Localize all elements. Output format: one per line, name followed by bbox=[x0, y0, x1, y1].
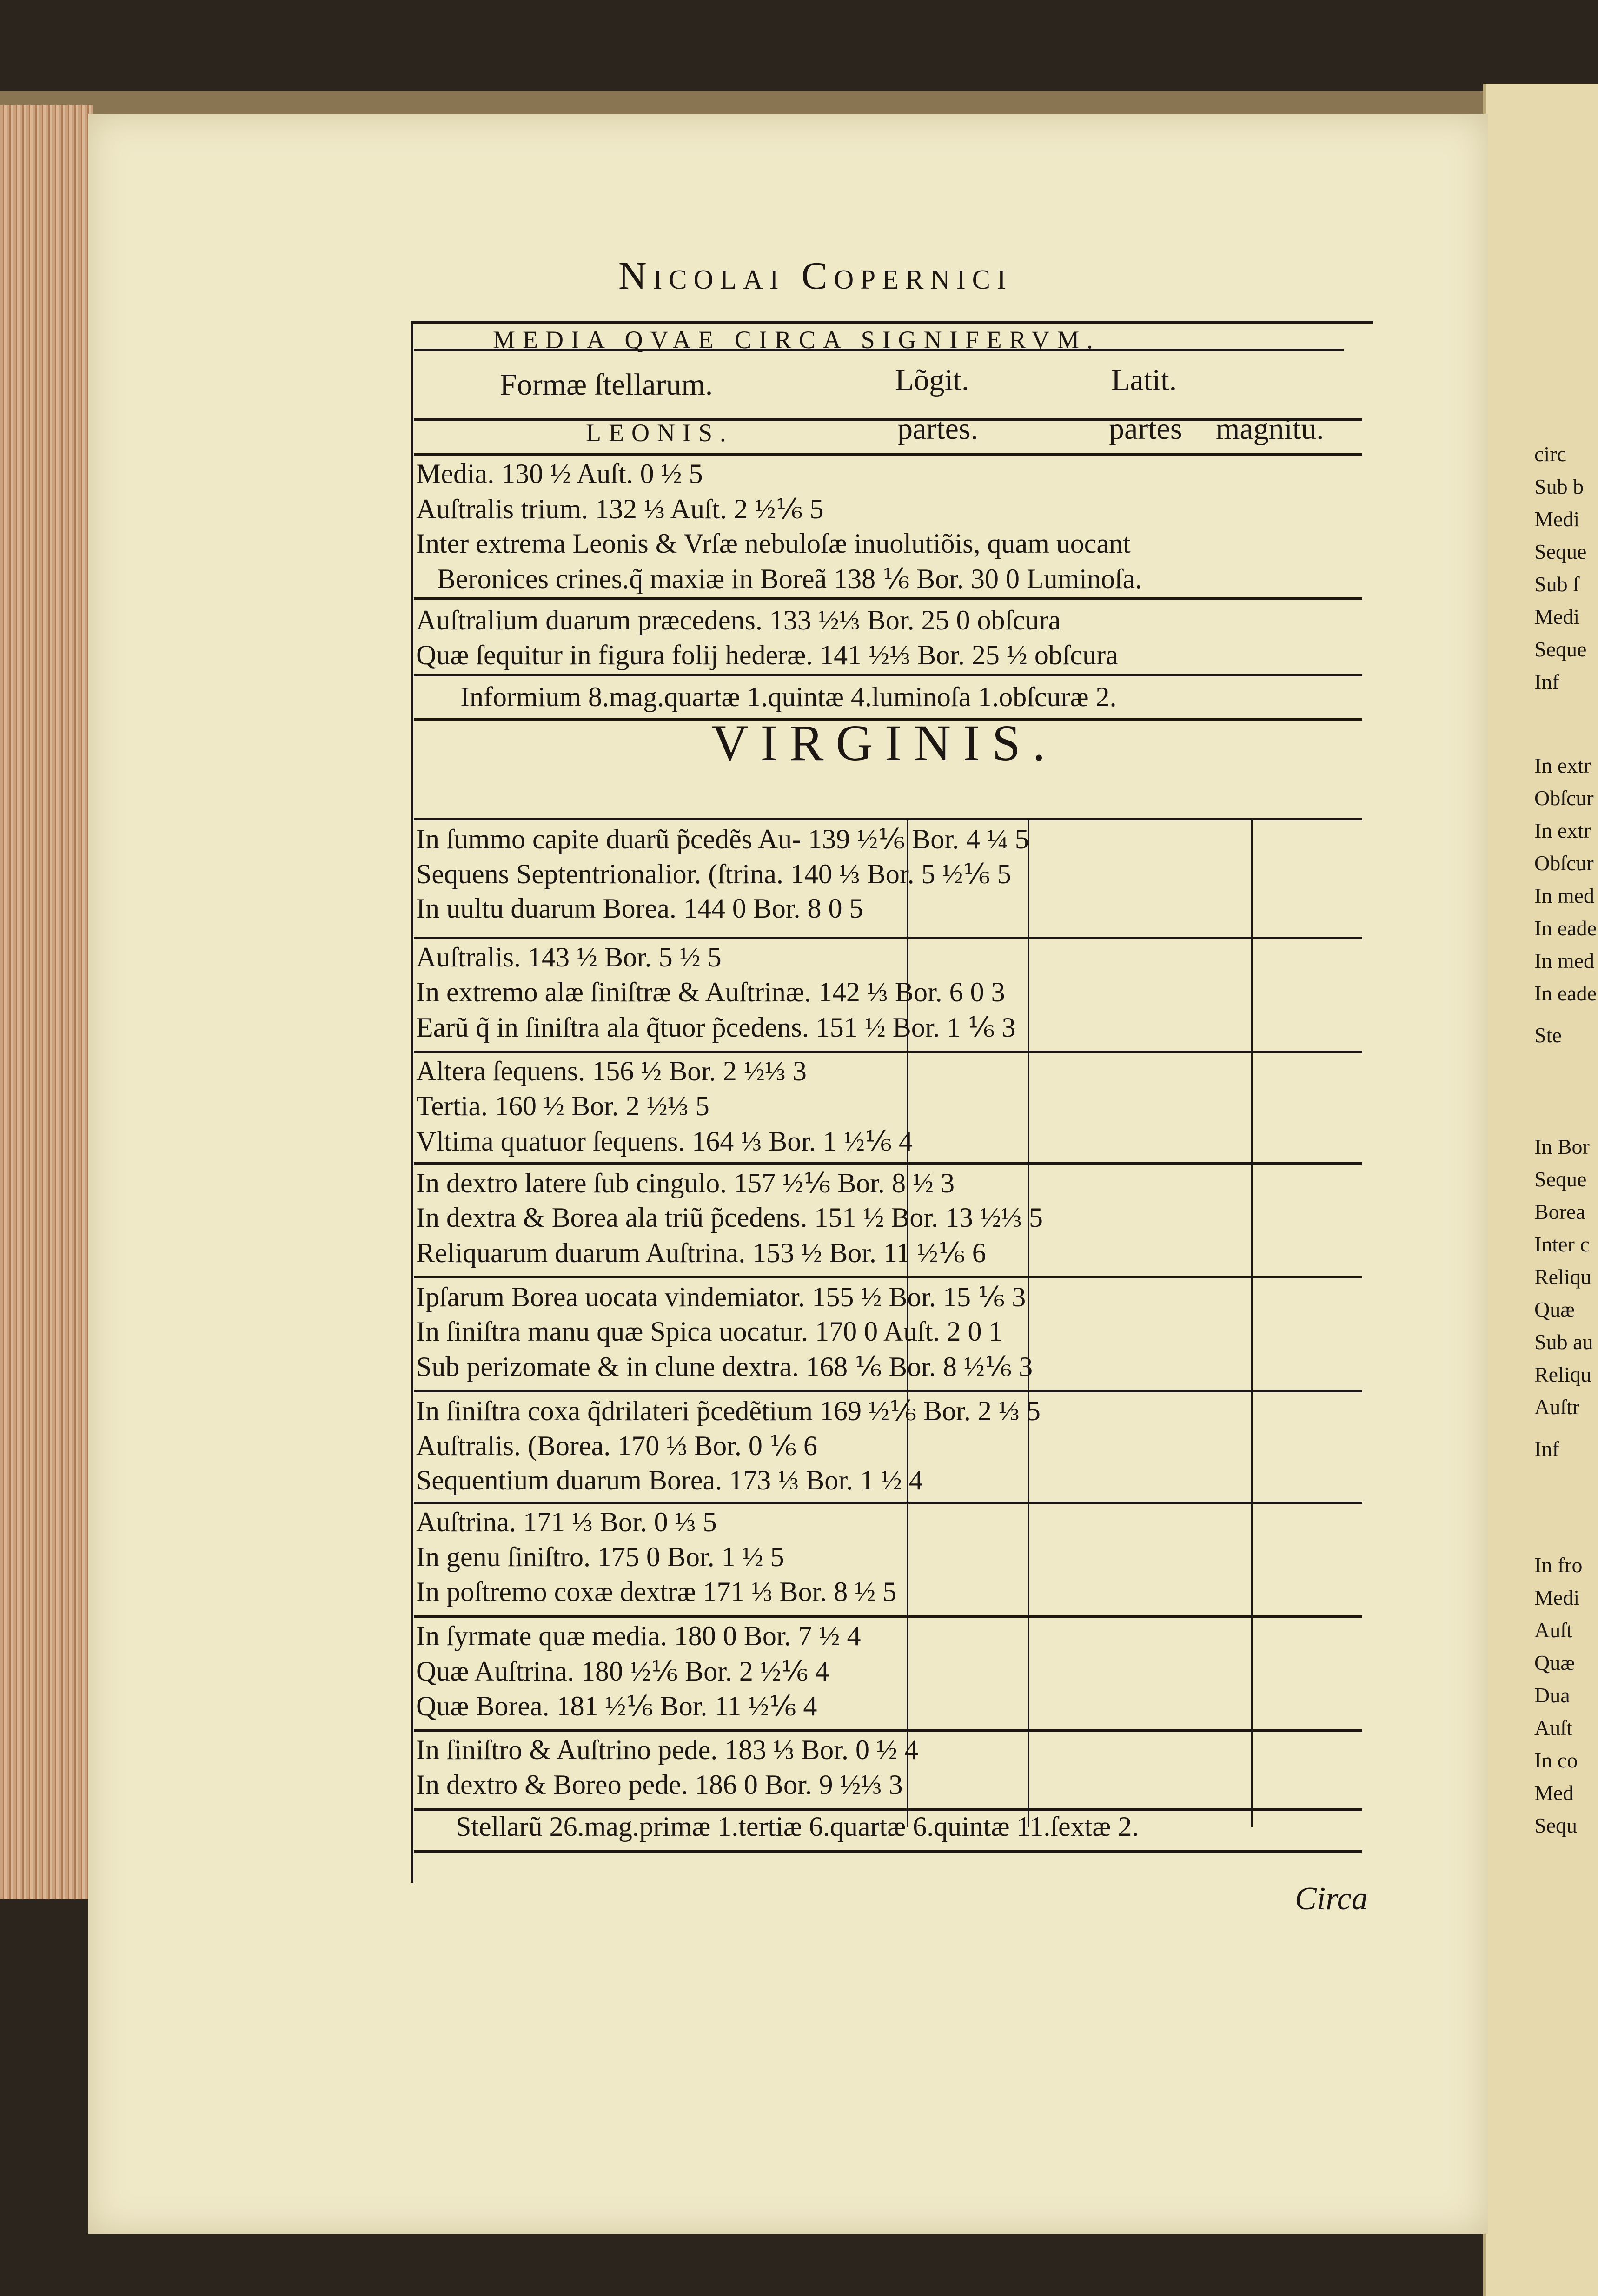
facing-text: In Bor bbox=[1534, 1135, 1590, 1158]
virgo-row: In dextro latere ſub cingulo. 157 ½⅙ Bor. 8 ½ 3 bbox=[416, 1168, 955, 1198]
catchword: Circa bbox=[1295, 1881, 1368, 1917]
page-edges bbox=[0, 105, 93, 1899]
virgo-row: In extremo alæ ſiniſtræ & Auſtrinæ. 142 ⅓ Bor. 6 0 3 bbox=[416, 977, 1005, 1007]
facing-text: Dua bbox=[1534, 1683, 1570, 1707]
virgo-row: Sequentium duarum Borea. 173 ⅓ Bor. 1 ½ 4 bbox=[416, 1465, 923, 1495]
leo-row: Quæ ſequitur in figura folij hederæ. 141 ½⅓ Bor. 25 ½ obſcura bbox=[416, 640, 1118, 670]
virgo-summary: Stellarũ 26.mag.primæ 1.tertiæ 6.quartæ 6.quintæ 11.ſextæ 2. bbox=[456, 1811, 1139, 1842]
virgo-row: In poſtremo coxæ dextræ 171 ⅓ Bor. 8 ½ 5 bbox=[416, 1576, 897, 1607]
facing-text: Quæ bbox=[1534, 1297, 1575, 1321]
virgo-row: In genu ſiniſtro. 175 0 Bor. 1 ½ 5 bbox=[416, 1542, 784, 1572]
virgo-row: Reliquarum duarum Auſtrina. 153 ½ Bor. 11 ½⅙ 6 bbox=[416, 1237, 986, 1268]
facing-text: Sequ bbox=[1534, 1813, 1577, 1837]
rule bbox=[414, 1276, 1362, 1278]
rule bbox=[414, 674, 1362, 676]
header-latitude: Latit. bbox=[1111, 363, 1177, 397]
facing-text: In extr bbox=[1534, 819, 1591, 842]
facing-text: Ste bbox=[1534, 1023, 1562, 1047]
rule bbox=[414, 453, 1362, 456]
virgo-row: Ipſarum Borea uocata vindemiator. 155 ½ Bor. 15 ⅙ 3 bbox=[416, 1282, 1026, 1312]
facing-text: Obſcur bbox=[1534, 851, 1594, 875]
header-magnitude: magnitu. bbox=[1216, 412, 1324, 446]
table-top-rule bbox=[411, 321, 1373, 324]
header-partes-lat: partes bbox=[1109, 412, 1182, 446]
virgo-row: Sequens Septentrionalior. (ſtrina. 140 ⅓ Bor. 5 ½⅙ 5 bbox=[416, 859, 1011, 889]
virgo-row: Altera ſequens. 156 ½ Bor. 2 ½⅓ 3 bbox=[416, 1056, 807, 1086]
rule bbox=[414, 818, 1362, 820]
facing-text: In med bbox=[1534, 884, 1595, 907]
virgo-row: In ſyrmate quæ media. 180 0 Bor. 7 ½ 4 bbox=[416, 1621, 861, 1651]
column-rule bbox=[1028, 818, 1029, 1827]
rule bbox=[414, 349, 1344, 351]
leo-row: Auſtralium duarum præcedens. 133 ½⅓ Bor. 25 0 obſcura bbox=[416, 605, 1061, 635]
table-title: MEDIA QVAE CIRCA SIGNIFERVM. bbox=[493, 326, 1101, 354]
section-title-virgo: VIRGINIS. bbox=[711, 715, 1058, 771]
facing-text: Reliqu bbox=[1534, 1363, 1591, 1386]
facing-text: Inf bbox=[1534, 670, 1559, 694]
header-partes-long: partes. bbox=[897, 412, 979, 446]
virgo-row: Quæ Auſtrina. 180 ½⅙ Bor. 2 ½⅙ 4 bbox=[416, 1656, 829, 1687]
facing-text: Borea bbox=[1534, 1200, 1585, 1224]
facing-text: Seque bbox=[1534, 637, 1587, 661]
virgo-row: In dextro & Boreo pede. 186 0 Bor. 9 ½⅓ 3 bbox=[416, 1769, 903, 1800]
leo-row: Auſtralis trium. 132 ⅓ Auſt. 2 ½⅙ 5 bbox=[416, 494, 824, 524]
facing-text: Auſt bbox=[1534, 1716, 1572, 1740]
facing-text: Medi bbox=[1534, 605, 1580, 629]
virgo-row: Vltima quatuor ſequens. 164 ⅓ Bor. 1 ½⅙ 4 bbox=[416, 1126, 913, 1157]
facing-text: In co bbox=[1534, 1748, 1578, 1772]
facing-text: Seque bbox=[1534, 540, 1587, 563]
rule bbox=[414, 937, 1362, 939]
header-constellation: LEONIS. bbox=[586, 419, 734, 447]
column-rule bbox=[1251, 818, 1253, 1827]
virgo-row: Auſtralis. 143 ½ Bor. 5 ½ 5 bbox=[416, 942, 722, 973]
virgo-row: In uultu duarum Borea. 144 0 Bor. 8 0 5 bbox=[416, 893, 863, 924]
facing-text: Medi bbox=[1534, 1586, 1580, 1609]
facing-text: Obſcur bbox=[1534, 786, 1594, 810]
virgo-row: In ſiniſtra manu quæ Spica uocatur. 170 0 Auſt. 2 0 1 bbox=[416, 1316, 1003, 1347]
virgo-row: Quæ Borea. 181 ½⅙ Bor. 11 ½⅙ 4 bbox=[416, 1691, 817, 1721]
virgo-row: Auſtrina. 171 ⅓ Bor. 0 ⅓ 5 bbox=[416, 1507, 717, 1537]
virgo-row: In ſiniſtra coxa q̃drilateri p̃cedẽtium 169 ½⅙ Bor. 2 ⅓ 5 bbox=[416, 1396, 1041, 1426]
facing-text: Inter c bbox=[1534, 1232, 1590, 1256]
rule bbox=[414, 1850, 1362, 1853]
facing-text: Reliqu bbox=[1534, 1265, 1591, 1289]
rule bbox=[414, 1162, 1362, 1165]
facing-text: circ bbox=[1534, 442, 1566, 466]
facing-text: Seque bbox=[1534, 1167, 1587, 1191]
facing-text: Med bbox=[1534, 1781, 1574, 1805]
facing-text: Sub au bbox=[1534, 1330, 1593, 1354]
facing-text: In fro bbox=[1534, 1553, 1583, 1577]
facing-text: Quæ bbox=[1534, 1651, 1575, 1674]
facing-text: Auſtr bbox=[1534, 1395, 1580, 1419]
rule bbox=[414, 1729, 1362, 1732]
facing-text: Medi bbox=[1534, 507, 1580, 531]
running-head: Nicolai Copernici bbox=[618, 254, 1013, 298]
rule bbox=[414, 597, 1362, 600]
virgo-row: In dextra & Borea ala triũ p̃cedens. 151 ½ Bor. 13 ½⅓ 5 bbox=[416, 1202, 1043, 1233]
rule bbox=[414, 1390, 1362, 1392]
facing-text: In eade bbox=[1534, 916, 1597, 940]
rule bbox=[414, 1502, 1362, 1504]
virgo-row: Tertia. 160 ½ Bor. 2 ½⅓ 5 bbox=[416, 1091, 709, 1121]
virgo-row: In ſiniſtro & Auſtrino pede. 183 ⅓ Bor. 0 ½ 4 bbox=[416, 1734, 918, 1765]
leo-row: Inter extrema Leonis & Vrſæ nebuloſæ inuolutiõis, quam uocant bbox=[416, 528, 1131, 559]
rule bbox=[414, 1051, 1362, 1053]
facing-text: Sub ſ bbox=[1534, 572, 1579, 596]
rule bbox=[414, 1615, 1362, 1618]
virgo-row: In ſummo capite duarũ p̃cedẽs Au- 139 ½⅙ Bor. 4 ¼ 5 bbox=[416, 824, 1029, 854]
facing-text: Auſt bbox=[1534, 1618, 1572, 1642]
facing-text: Sub b bbox=[1534, 475, 1584, 498]
facing-text: Inf bbox=[1534, 1437, 1559, 1461]
virgo-row: Earũ q̃ in ſiniſtra ala q̃tuor p̃cedens. 151 ½ Bor. 1 ⅙ 3 bbox=[416, 1012, 1016, 1043]
leo-summary: Informium 8.mag.quartæ 1.quintæ 4.luminoſa 1.obſcuræ 2. bbox=[460, 682, 1117, 712]
leo-row: Beronices crines.q̃ maxiæ in Boreã 138 ⅙ Bor. 30 0 Luminoſa. bbox=[437, 563, 1142, 594]
facing-text: In extr bbox=[1534, 754, 1591, 777]
leo-row: Media. 130 ½ Auſt. 0 ½ 5 bbox=[416, 458, 703, 489]
facing-text: In eade bbox=[1534, 981, 1597, 1005]
facing-text: In med bbox=[1534, 949, 1595, 973]
virgo-row: Auſtralis. (Borea. 170 ⅓ Bor. 0 ⅙ 6 bbox=[416, 1430, 818, 1461]
header-forms: Formæ ſtellarum. bbox=[500, 368, 713, 402]
header-longitude: Lõgit. bbox=[895, 363, 969, 397]
virgo-row: Sub perizomate & in clune dextra. 168 ⅙ Bor. 8 ½⅙ 3 bbox=[416, 1351, 1033, 1382]
